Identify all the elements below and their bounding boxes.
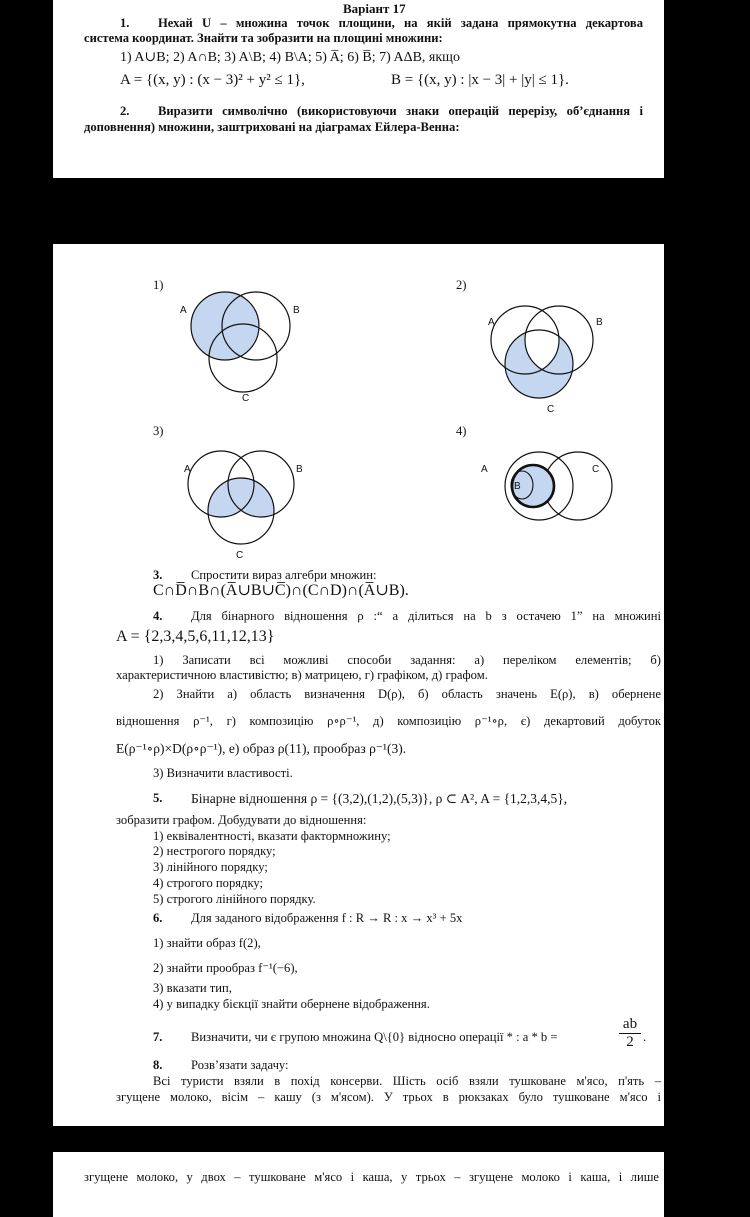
task8-line3: згущене молоко, вісім – кашу (з м'ясом). У трьох в рюкзаках було тушковане м'ясо і: [116, 1090, 661, 1104]
task7-text: Визначити, чи є групою множина Q\{0} відносно операції * : a * b =: [191, 1030, 558, 1044]
task8-number: 8.: [153, 1058, 163, 1072]
task4-set: A = {2,3,4,5,6,11,12,13}: [116, 628, 275, 645]
diagram1-number: 1): [153, 278, 164, 292]
diagram1-label-a: A: [180, 305, 187, 316]
task5-item: 5) строгого лінійного порядку.: [153, 892, 316, 906]
task8-line2: Всі туристи взяли в похід консерви. Шість осіб взяли тушковане м'ясо, п'ять –: [153, 1074, 661, 1088]
task6-line1: Для заданого відображення f : R → R : x → x³ + 5x: [191, 911, 463, 925]
task3-number: 3.: [153, 568, 163, 582]
task2-line2: доповнення) множини, заштриховані на діаграмах Ейлера-Венна:: [84, 120, 460, 134]
task7-fraction: [619, 1016, 641, 1051]
task1-line2: система координат. Знайти та зобразити на площині множини:: [84, 31, 443, 45]
task8-continuation: згущене молоко, у двох – тушковане м'ясо і каша, у трьох – згущене молоко і каша, і лише: [84, 1170, 659, 1184]
task5-number: 5.: [153, 791, 163, 805]
task7-number: 7.: [153, 1030, 163, 1044]
task4-part1a: 1) Записати всі можливі способи задання: а) переліком елементів; б): [153, 653, 661, 667]
diagram4-label-b: B: [514, 481, 521, 492]
diagram4-number: 4): [456, 424, 467, 438]
diagram1-label-b: B: [293, 305, 300, 316]
venn-diagram-1: [173, 289, 313, 409]
diagram2-label-b: B: [596, 317, 603, 328]
task4-part1b: характеристичною властивістю; в) матрицею, г) графіком, д) графом.: [116, 668, 488, 682]
task4-number: 4.: [153, 609, 163, 623]
task3-expression: C∩D̅∩B∩(A̅∪B∪C̅)∩(C∩D)∩(A̅∪B).: [153, 582, 409, 599]
diagram1-label-c: C: [242, 393, 250, 404]
task5-line1: Бінарне відношення ρ = {(3,2),(1,2),(5,3)}, ρ ⊂ A², A = {1,2,3,4,5},: [191, 791, 568, 806]
task6-item: 3) вказати тип,: [153, 981, 232, 995]
diagram2-label-c: C: [547, 404, 555, 415]
variant-title: Варіант 17: [343, 1, 406, 16]
task1-items: 1) A∪B; 2) A∩B; 3) A\B; 4) B\A; 5) A̅; 6) B̅; 7) AΔB, якщо: [120, 50, 460, 65]
task5-item: 3) лінійного порядку;: [153, 860, 268, 874]
task2-number: 2.: [120, 104, 130, 118]
task3-text: Спростити вираз алгебри множин:: [191, 568, 377, 582]
task4-part3: 3) Визначити властивості.: [153, 766, 293, 780]
task6-item: 2) знайти прообраз f⁻¹(−6),: [153, 961, 298, 975]
task1-setA: A = {(x, y) : (x − 3)² + y² ≤ 1},: [120, 72, 305, 88]
task8-line1: Розв’язати задачу:: [191, 1058, 289, 1072]
task4-line1: Для бінарного відношення ρ :“ a ділиться на b з остачею 1” на множині: [191, 609, 661, 623]
diagram2-label-a: A: [488, 317, 495, 328]
page-fragment-bottom: [53, 1152, 664, 1217]
task7-end: .: [643, 1030, 647, 1044]
diagram3-label-c: C: [236, 550, 244, 561]
task1-setB: B = {(x, y) : |x − 3| + |y| ≤ 1}.: [391, 72, 569, 88]
task1-line1: Нехай U – множина точок площини, на якій задана прямокутна декартова: [158, 16, 643, 30]
task2-line1: Виразити символічно (використовуючи знаки операцій перерізу, об’єднання і: [158, 104, 643, 118]
diagram2-number: 2): [456, 278, 467, 292]
fraction-denominator: 2: [626, 1034, 634, 1050]
diagram3-number: 3): [153, 424, 164, 438]
diagram4-label-a: A: [481, 464, 488, 475]
task1-number: 1.: [120, 16, 130, 30]
diagram3-label-a: A: [184, 464, 191, 475]
diagram4-label-c: C: [592, 464, 600, 475]
task5-item: 2) нестрогого порядку;: [153, 844, 276, 858]
task4-part2a: 2) Знайти а) область визначення D(ρ), б) область значень E(ρ), в) обернене: [153, 687, 661, 701]
fraction-numerator: ab: [619, 1016, 641, 1034]
diagram3-label-b: B: [296, 464, 303, 475]
task6-item: 1) знайти образ f(2),: [153, 936, 261, 950]
task5-item: 4) строгого порядку;: [153, 876, 264, 890]
task6-item: 4) у випадку бієкції знайти обернене відображення.: [153, 997, 430, 1011]
page-fragment-top: [53, 0, 664, 178]
task4-part2b: відношення ρ⁻¹, г) композицію ρ∘ρ⁻¹, д) композицію ρ⁻¹∘ρ, є) декартовий добуток: [116, 714, 661, 728]
task6-number: 6.: [153, 911, 163, 925]
task5-line2: зобразити графом. Добудувати до відношення:: [116, 813, 367, 827]
task5-item: 1) еквівалентності, вказати фактормножину;: [153, 829, 391, 843]
page-fragment-main: [53, 244, 664, 1126]
task4-part2c: E(ρ⁻¹∘ρ)×D(ρ∘ρ⁻¹), е) образ ρ(11), прообраз ρ⁻¹(3).: [116, 741, 407, 756]
